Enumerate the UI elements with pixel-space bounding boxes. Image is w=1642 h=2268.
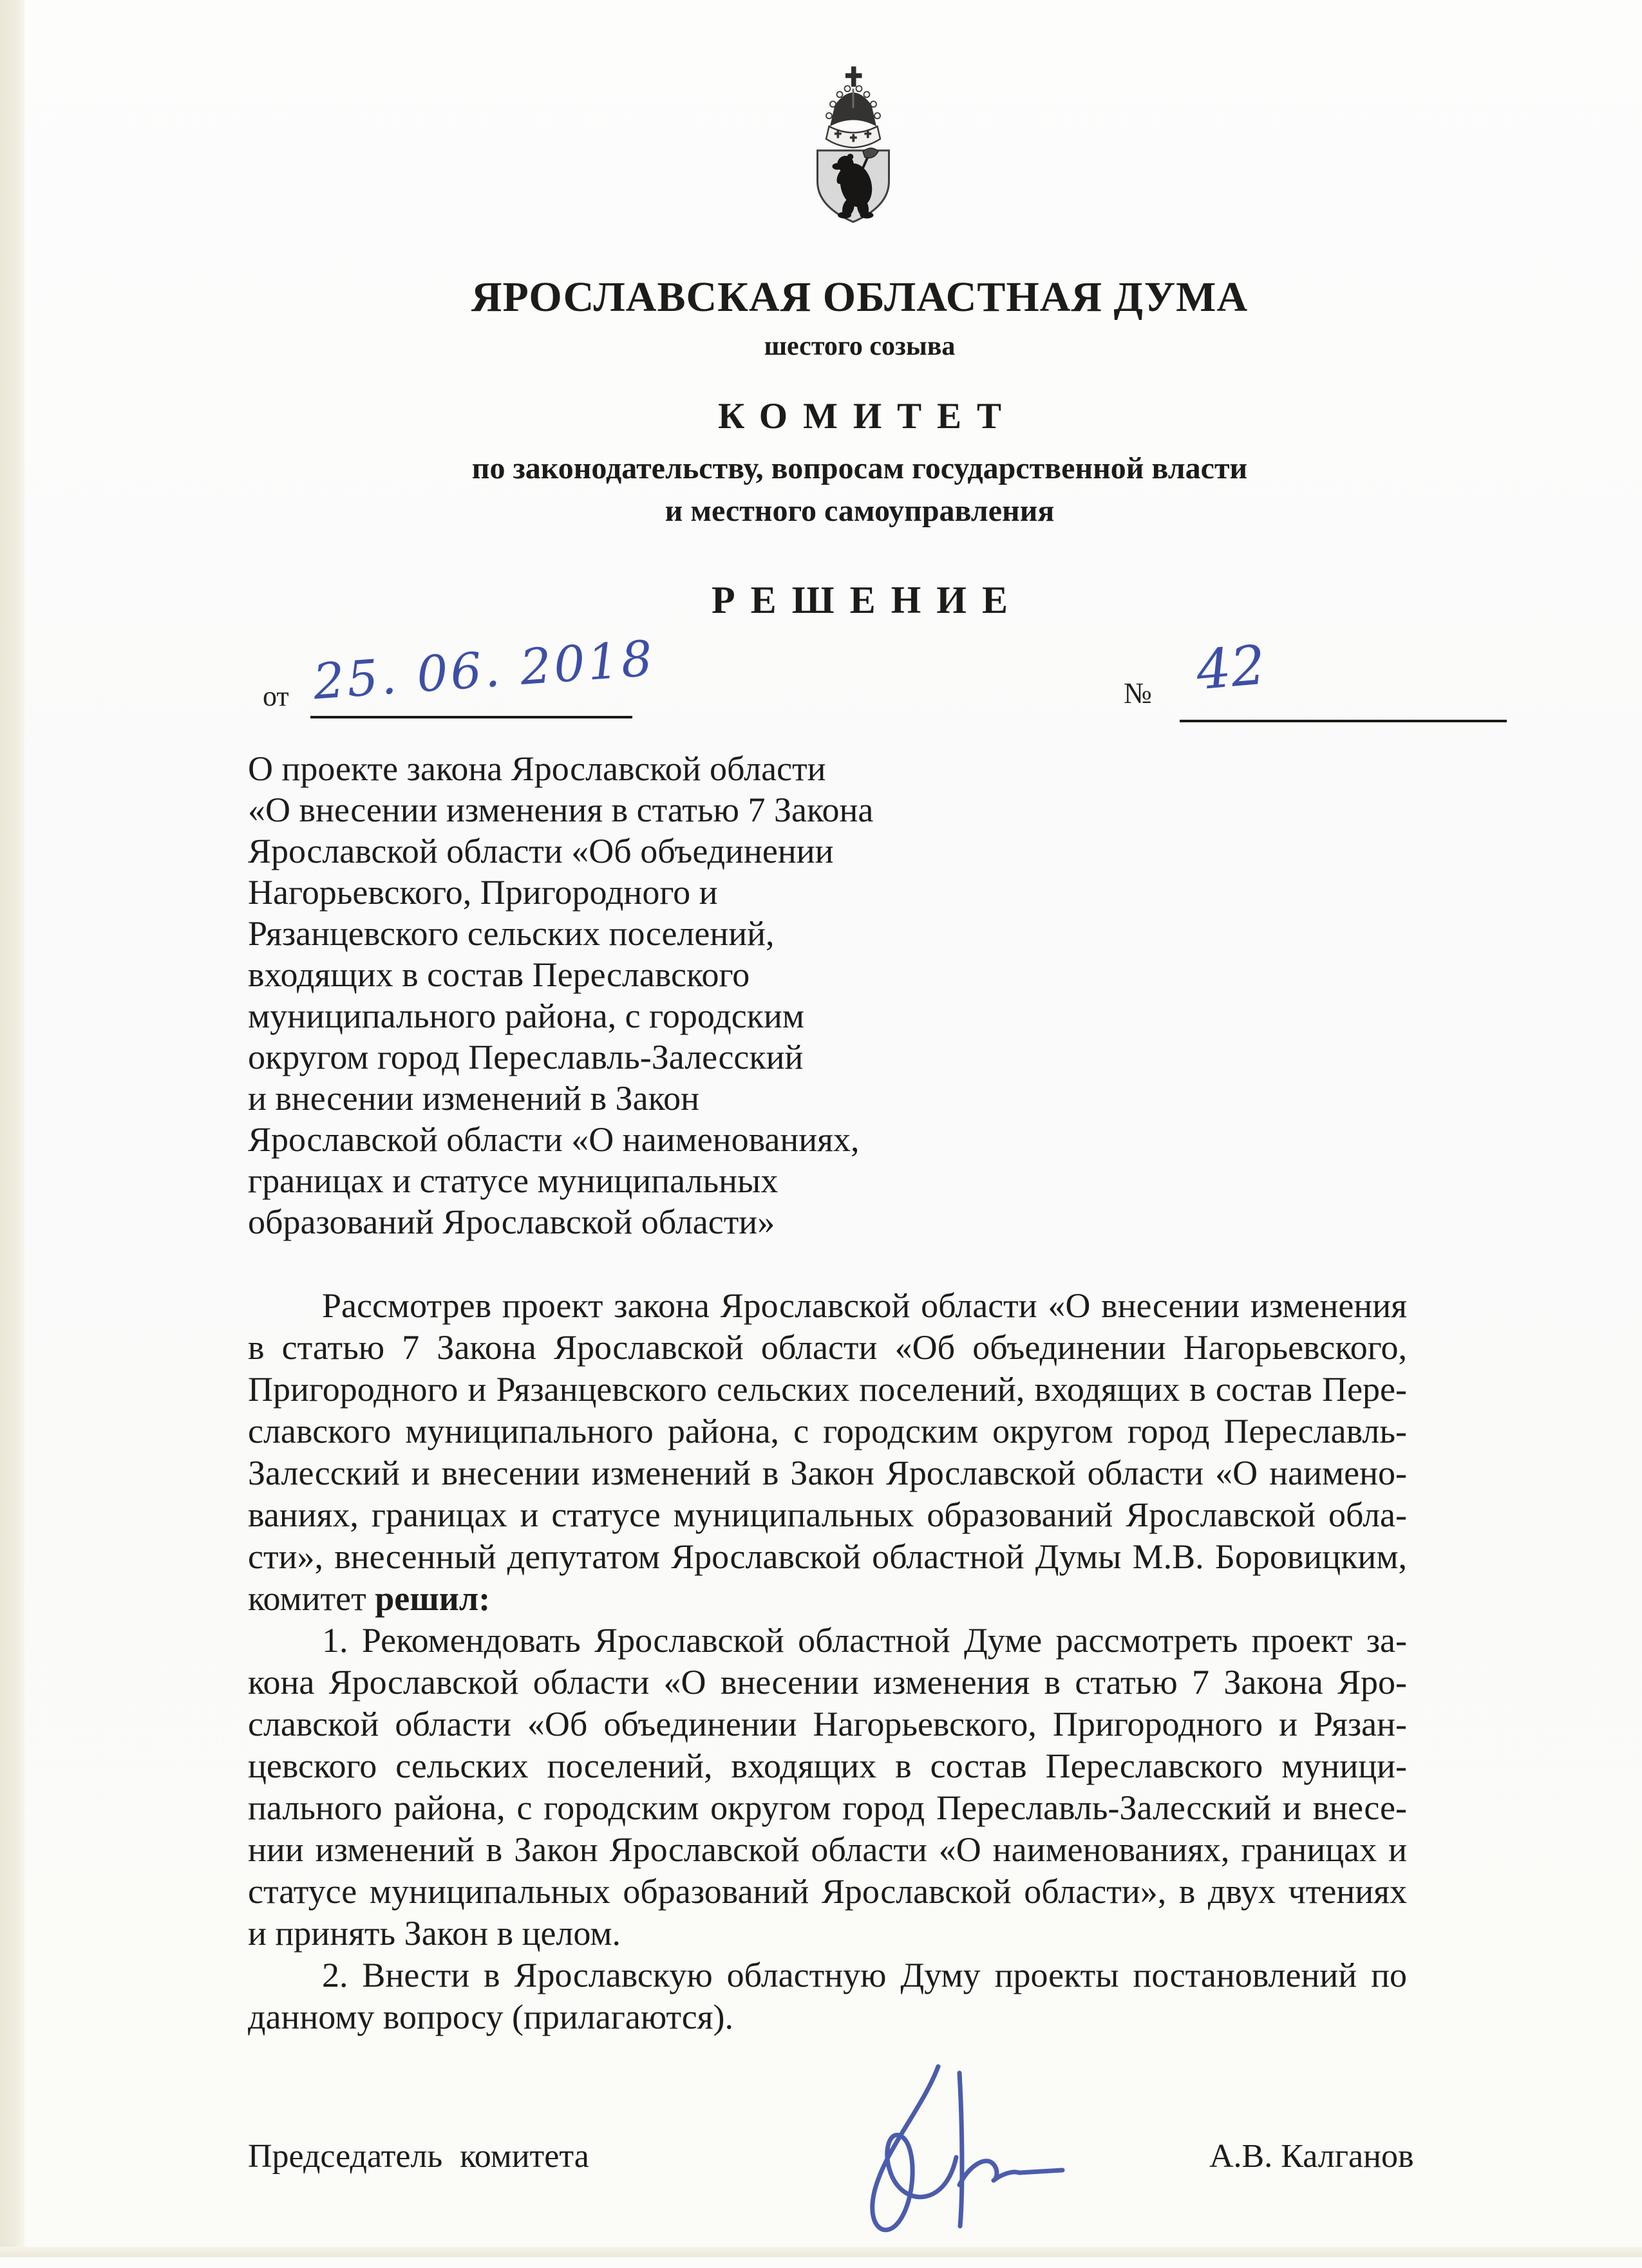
committee-label: КОМИТЕТ xyxy=(717,396,1017,436)
text-line: цевского сельских поселений, входящих в состав Переславского муници- xyxy=(248,1747,1407,1785)
number-label: № xyxy=(1124,677,1152,709)
text-line: Ярославской области «О наименованиях, xyxy=(248,1120,860,1159)
text-line: Ярославской области «Об объединении xyxy=(248,832,834,870)
text-line: О проекте закона Ярославской области xyxy=(248,749,826,788)
signer-name: А.В. Калганов xyxy=(1209,2138,1414,2175)
resolution-line xyxy=(248,1578,1407,1620)
text-line: ваниях, границах и статусе муниципальных образований Ярославской обла- xyxy=(248,1495,1407,1534)
text-line: образований Ярославской области» xyxy=(248,1203,775,1241)
date-handwritten: 25. 06. 2018 xyxy=(311,629,657,711)
text-line: муниципального района, с городским xyxy=(248,997,805,1035)
text-line: статусе муниципальных образований Ярославской области», в двух чтениях xyxy=(248,1872,1407,1911)
text-line: Пригородного и Рязанцевского сельских поселений, входящих в состав Пере- xyxy=(248,1370,1407,1409)
convocation: шестого созыва xyxy=(764,332,956,361)
text-line: округом город Переславль-Залесский xyxy=(248,1038,804,1076)
document-type-title: РЕШЕНИЕ xyxy=(712,579,1023,621)
text-line: «О внесении изменения в статью 7 Закона xyxy=(248,791,874,829)
text-line: нии изменений в Закон Ярославской области «О наименованиях, границах и xyxy=(248,1830,1407,1869)
signature-scribble-icon xyxy=(806,2046,1090,2265)
text-line: и внесении изменений в Закон xyxy=(248,1079,699,1118)
body-block xyxy=(248,1285,1407,2038)
text-line: пального района, с городским округом город Переславль-Залесский и внесе- xyxy=(248,1788,1407,1827)
scanner-left-edge xyxy=(0,0,24,2257)
text-line: 1. Рекомендовать Ярославской областной Думе рассмотреть проект за- xyxy=(322,1621,1407,1660)
date-underline xyxy=(310,716,632,718)
subject-block xyxy=(248,748,1008,1242)
number-handwritten: 42 xyxy=(1193,633,1268,702)
text-line: кона Ярославской области «О внесении изменения в статью 7 Закона Яро- xyxy=(248,1663,1407,1701)
org-name: ЯРОСЛАВСКАЯ ОБЛАСТНАЯ ДУМА xyxy=(471,274,1249,321)
text-line: славской области «Об объединении Нагорьевского, Пригородного и Рязан- xyxy=(248,1705,1407,1743)
coat-of-arms-icon xyxy=(805,62,901,238)
text-line: 2. Внести в Ярославскую областную Думу проекты постановлений по xyxy=(322,1956,1407,1994)
resolution-normal-text: комитет xyxy=(248,1579,375,1618)
text-line: Рязанцевского сельских поселений, xyxy=(248,914,775,953)
item-2 xyxy=(248,1954,1407,2038)
text-line: входящих в состав Переславского xyxy=(248,955,750,994)
text-line: границах и статусе муниципальных xyxy=(248,1161,779,1200)
signer-position-title: Председатель комитета xyxy=(248,2138,589,2175)
text-line: и принять Закон в целом. xyxy=(248,1914,621,1953)
text-line: данному вопросу (прилагаются). xyxy=(248,1998,733,2036)
committee-desc-2: и местного самоуправления xyxy=(665,494,1055,528)
text-line: Рассмотрев проект закона Ярославской области «О внесении изменения xyxy=(322,1286,1407,1325)
resolution-bold-text: решил: xyxy=(375,1579,491,1618)
text-line: в статью 7 Закона Ярославской области «Об объединении Нагорьевского, xyxy=(248,1328,1407,1367)
paragraph-1 xyxy=(248,1285,1407,1578)
text-line: сти», внесенный депутатом Ярославской областной Думы М.В. Боровицким, xyxy=(248,1537,1407,1576)
text-line: Нагорьевского, Пригородного и xyxy=(248,873,718,912)
date-label: от xyxy=(263,680,289,712)
item-1 xyxy=(248,1620,1407,1954)
number-underline xyxy=(1180,720,1507,722)
text-line: Залесский и внесении изменений в Закон Ярославской области «О наимено- xyxy=(248,1454,1407,1492)
committee-desc-1: по законодательству, вопросам государственной власти xyxy=(471,451,1248,485)
text-line: славского муниципального района, с городским округом город Переславль- xyxy=(248,1412,1407,1450)
